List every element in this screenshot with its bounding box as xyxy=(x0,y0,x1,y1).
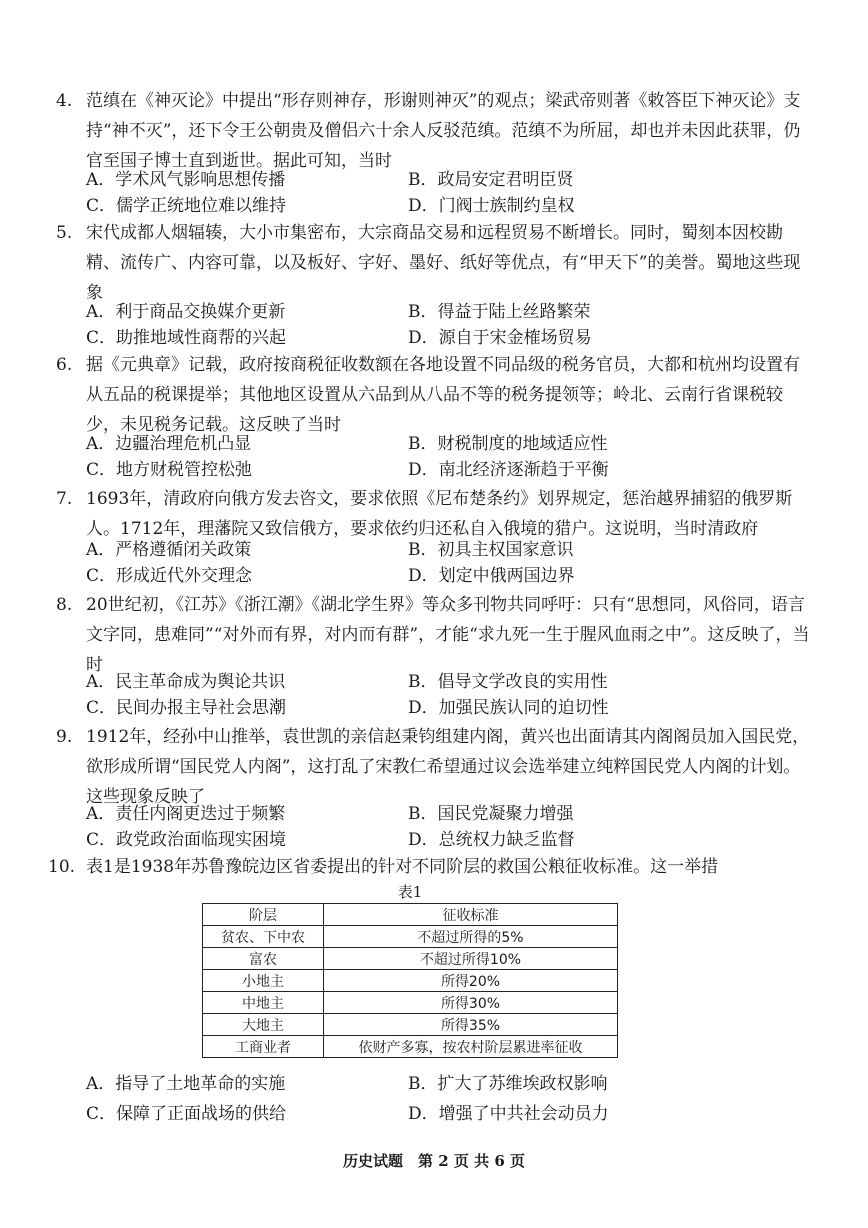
question-10 xyxy=(48,852,816,882)
question-number: 4. xyxy=(56,91,73,111)
table-row xyxy=(203,970,618,992)
table-caption: 表1 xyxy=(397,883,423,901)
page-footer: 历史试题 第 2 页 共 6 页 xyxy=(343,1152,525,1170)
table-cell: 不超过所得10% xyxy=(324,948,618,970)
option-b[interactable]: B．财税制度的地域适应性 xyxy=(408,434,608,454)
question-stem: 1693年，清政府向俄方发去咨文，要求依照《尼布楚条约》划界规定，惩治越界捕貂的俄罗斯人。1712年，理藩院又致信俄方，要求依约归还私自入俄境的猎户。这说明，当时清政府 xyxy=(86,489,793,539)
option-c[interactable]: C．助推地域性商帮的兴起 xyxy=(86,328,287,348)
table-cell: 依财产多寡，按农村阶层累进率征收 xyxy=(324,1036,618,1058)
question-9 xyxy=(56,722,816,807)
table-cell: 贫农、下中农 xyxy=(203,926,324,948)
option-b[interactable]: B．倡导文学改良的实用性 xyxy=(408,672,608,692)
table-row xyxy=(203,1014,618,1036)
question-number: 9. xyxy=(56,727,73,747)
table-header: 阶层 xyxy=(203,904,324,926)
question-stem: 表1是1938年苏鲁豫皖边区省委提出的针对不同阶层的救国公粮征收标准。这一举措 xyxy=(86,857,719,877)
option-a[interactable]: A．学术风气影响思想传播 xyxy=(86,170,286,190)
table-row xyxy=(203,1036,618,1058)
table-cell: 不超过所得的5% xyxy=(324,926,618,948)
table-header-row xyxy=(203,904,618,926)
option-b[interactable]: B．初具主权国家意识 xyxy=(408,540,574,560)
option-d[interactable]: D．源自于宋金榷场贸易 xyxy=(408,328,592,348)
option-b[interactable]: B．扩大了苏维埃政权影响 xyxy=(408,1074,608,1094)
table-row xyxy=(203,948,618,970)
table-cell: 大地主 xyxy=(203,1014,324,1036)
table-cell: 中地主 xyxy=(203,992,324,1014)
table-header: 征收标准 xyxy=(324,904,618,926)
question-8 xyxy=(56,590,816,675)
option-c[interactable]: C．地方财税管控松弛 xyxy=(86,460,253,480)
question-stem: 范缜在《神灭论》中提出“形存则神存，形谢则神灭”的观点；梁武帝则著《敕答臣下神灭论》支持“神不灭”，还下令王公朝贵及僧侣六十余人反驳范缜。范缜不为所屈，却也并未因此获罪，仍官至国子博士直到逝世。据此可知，当时 xyxy=(86,91,801,171)
table-row xyxy=(203,992,618,1014)
question-7 xyxy=(56,484,816,539)
question-5 xyxy=(56,218,816,303)
table-row xyxy=(203,926,618,948)
option-d[interactable]: D．加强民族认同的迫切性 xyxy=(408,698,609,718)
option-b[interactable]: B．国民党凝聚力增强 xyxy=(408,804,574,824)
option-d[interactable]: D．划定中俄两国边界 xyxy=(408,566,575,586)
question-stem: 宋代成都人烟辐辏，大小市集密布，大宗商品交易和远程贸易不断增长。同时，蜀刻本因校勘精、流传广、内容可靠，以及板好、字好、墨好、纸好等优点，有“甲天下”的美誉。蜀地这些现象 xyxy=(86,223,801,303)
option-c[interactable]: C．政党政治面临现实困境 xyxy=(86,830,287,850)
option-a[interactable]: A．利于商品交换媒介更新 xyxy=(86,302,286,322)
table-cell: 所得35% xyxy=(324,1014,618,1036)
option-a[interactable]: A．指导了土地革命的实施 xyxy=(86,1074,286,1094)
option-c[interactable]: C．民间办报主导社会思潮 xyxy=(86,698,287,718)
question-6 xyxy=(56,350,816,435)
option-d[interactable]: D．门阀士族制约皇权 xyxy=(408,196,575,216)
option-d[interactable]: D．总统权力缺乏监督 xyxy=(408,830,575,850)
option-b[interactable]: B．得益于陆上丝路繁荣 xyxy=(408,302,591,322)
option-d[interactable]: D．南北经济逐渐趋于平衡 xyxy=(408,460,609,480)
question-number: 5. xyxy=(56,223,73,243)
table-cell: 所得30% xyxy=(324,992,618,1014)
option-c[interactable]: C．儒学正统地位难以维持 xyxy=(86,196,287,216)
question-number: 7. xyxy=(56,489,73,509)
option-c[interactable]: C．保障了正面战场的供给 xyxy=(86,1104,287,1124)
question-4 xyxy=(56,86,816,171)
table-cell: 富农 xyxy=(203,948,324,970)
question-stem: 1912年，经孙中山推举，袁世凯的亲信赵秉钧组建内阁，黄兴也出面请其内阁阁员加入国民党，欲形成所谓“国民党人内阁”，这打乱了宋教仁希望通过议会选举建立纯粹国民党人内阁的计划。这些现象反映了 xyxy=(86,727,810,807)
question-number: 6. xyxy=(56,355,73,375)
option-a[interactable]: A．民主革命成为舆论共识 xyxy=(86,672,286,692)
table-cell: 工商业者 xyxy=(203,1036,324,1058)
option-c[interactable]: C．形成近代外交理念 xyxy=(86,566,253,586)
question-stem: 20世纪初，《江苏》《浙江潮》《湖北学生界》等众多刊物共同呼吁：只有“思想同，风俗同，语言文字同，患难同”“对外而有界，对内而有群”，才能“求九死一生于腥风血雨之中”。这反映了，当时 xyxy=(86,595,810,675)
table-cell: 小地主 xyxy=(203,970,324,992)
option-d[interactable]: D．增强了中共社会动员力 xyxy=(408,1104,609,1124)
table-cell: 所得20% xyxy=(324,970,618,992)
option-a[interactable]: A．责任内阁更迭过于频繁 xyxy=(86,804,286,824)
grain-levy-table xyxy=(202,903,618,1058)
question-stem: 据《元典章》记载，政府按商税征收数额在各地设置不同品级的税务官员，大都和杭州均设置有从五品的税课提举；其他地区设置从六品到从八品不等的税务提领等；岭北、云南行省课税较少，未见税务记载。这反映了当时 xyxy=(86,355,800,435)
option-a[interactable]: A．边疆治理危机凸显 xyxy=(86,434,252,454)
option-b[interactable]: B．政局安定君明臣贤 xyxy=(408,170,574,190)
option-a[interactable]: A．严格遵循闭关政策 xyxy=(86,540,252,560)
question-number: 8. xyxy=(56,595,73,615)
question-number: 10. xyxy=(48,857,76,877)
